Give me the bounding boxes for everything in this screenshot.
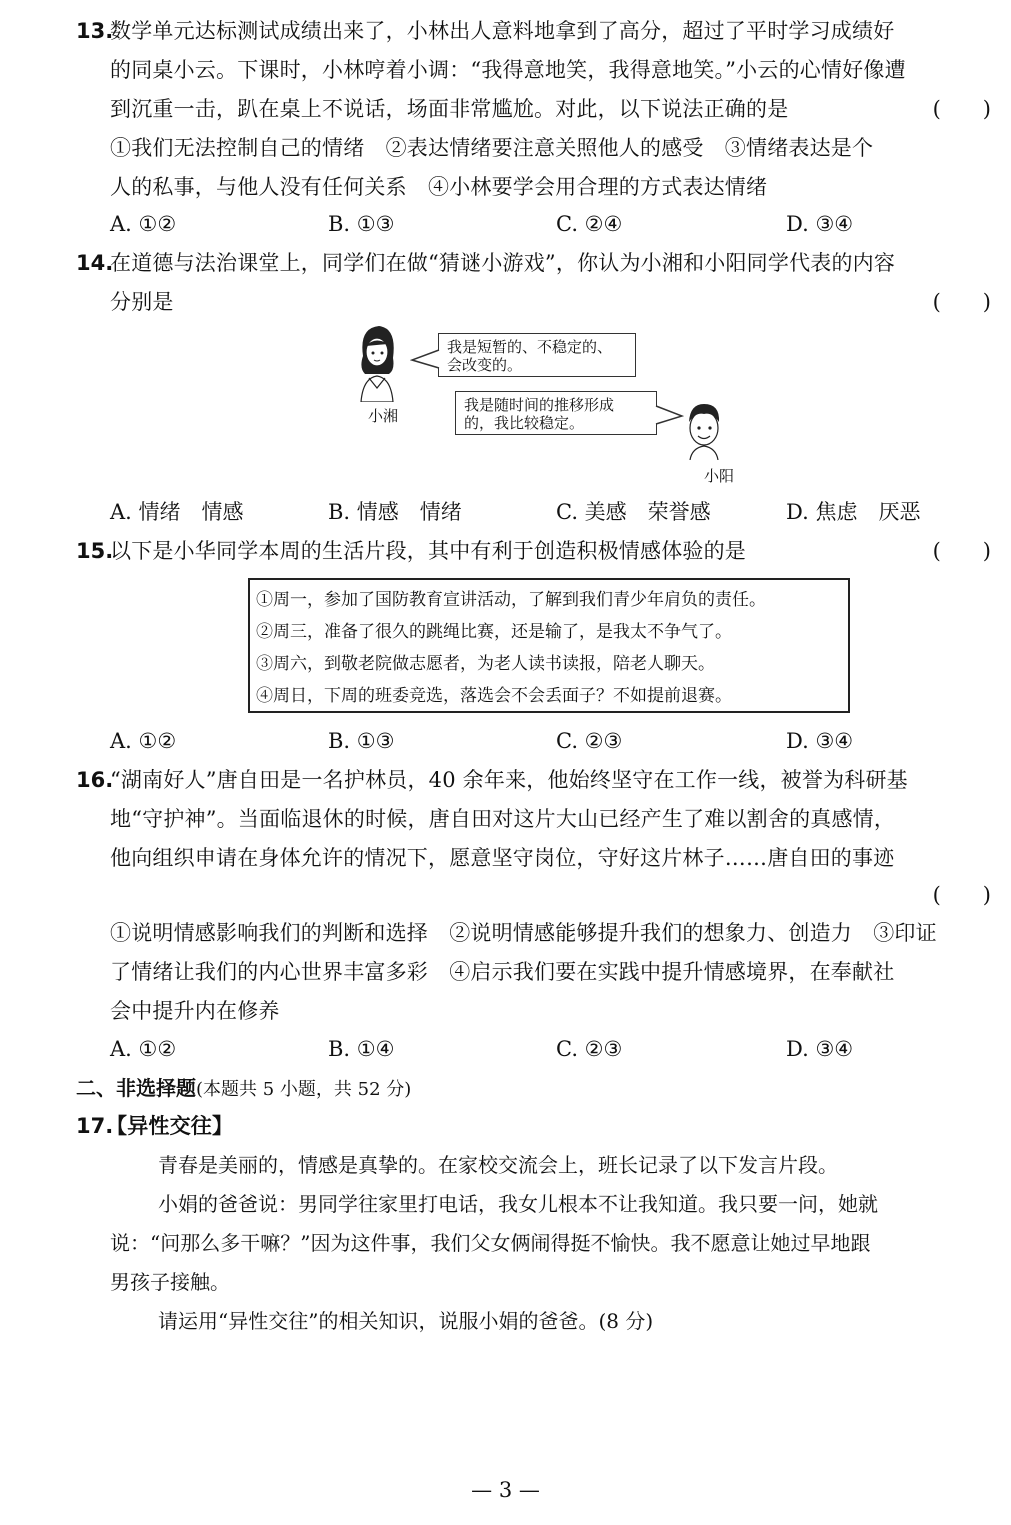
q16-option-b: B. ①④ xyxy=(328,1037,395,1061)
q16-answer-paren: ( ) xyxy=(932,883,991,907)
boy-illustration xyxy=(682,398,726,460)
question-13-number: 13. xyxy=(76,19,114,43)
q14-option-a: A. 情绪 情感 xyxy=(110,500,244,524)
girl-name-caption: 小湘 xyxy=(368,407,399,425)
q13-line-2: 的同桌小云。下课时，小林哼着小调：“我得意地笑，我得意地笑。”小云的心情好像遭 xyxy=(110,58,906,82)
q13-line-1: 数学单元达标测试成绩出来了，小林出人意料地拿到了高分，超过了平时学习成绩好 xyxy=(110,19,895,43)
q13-option-a: A. ①② xyxy=(110,212,177,236)
girl-bubble-line-1: 我是短暂的、不稳定的、 xyxy=(447,338,613,356)
q16-statement-2: 了情绪让我们的内心世界丰富多彩 ④启示我们要在实践中提升情感境界，在奉献社 xyxy=(110,960,895,984)
q16-line-1: “湖南好人”唐自田是一名护林员，40 余年来，他始终坚守在工作一线，被誉为科研基 xyxy=(110,768,908,792)
q15-event-3: ③周六，到敬老院做志愿者，为老人读书读报，陪老人聊天。 xyxy=(256,654,715,674)
q14-option-c: C. 美感 荣誉感 xyxy=(556,500,711,524)
q15-option-b: B. ①③ xyxy=(328,729,395,753)
q16-option-a: A. ①② xyxy=(110,1037,177,1061)
question-16-number: 16. xyxy=(76,768,114,792)
q17-task: 请运用“异性交往”的相关知识，说服小娟的爸爸。(8 分) xyxy=(158,1309,654,1333)
q15-option-c: C. ②③ xyxy=(556,729,623,753)
q14-option-d: D. 焦虑 厌恶 xyxy=(786,500,921,524)
girl-bubble-tail xyxy=(410,348,442,372)
q16-line-2: 地“守护神”。当面临退休的时候，唐自田对这片大山已经产生了难以割舍的真感情， xyxy=(110,807,896,831)
girl-illustration xyxy=(355,322,395,402)
page-number: — 3 — xyxy=(471,1478,540,1502)
section-2-title: 二、非选择题 xyxy=(76,1076,196,1100)
girl-speech-bubble xyxy=(438,333,636,377)
section-2-note: (本题共 5 小题，共 52 分) xyxy=(196,1079,412,1100)
q17-heading: 【异性交往】 xyxy=(106,1114,234,1138)
question-17-number: 17. xyxy=(76,1114,114,1138)
boy-speech-bubble xyxy=(455,391,657,435)
q15-answer-paren: ( ) xyxy=(932,539,991,563)
q16-option-c: C. ②③ xyxy=(556,1037,623,1061)
q13-statement-2: 人的私事，与他人没有任何关系 ④小林要学会用合理的方式表达情绪 xyxy=(110,175,768,199)
q14-option-b: B. 情感 情绪 xyxy=(328,500,462,524)
q17-quote-line-2: 说：“问那么多干嘛？”因为这件事，我们父女俩闹得挺不愉快。我不愿意让她过早地跟 xyxy=(110,1231,871,1255)
q17-quote-line-3: 男孩子接触。 xyxy=(110,1270,230,1294)
q13-statement-1: ①我们无法控制自己的情绪 ②表达情绪要注意关照他人的感受 ③情绪表达是个 xyxy=(110,136,874,160)
q16-statement-3: 会中提升内在修养 xyxy=(110,999,280,1023)
q15-event-2: ②周三，准备了很久的跳绳比赛，还是输了，是我太不争气了。 xyxy=(256,622,732,642)
q14-answer-paren: ( ) xyxy=(932,290,991,314)
q17-intro: 青春是美丽的，情感是真挚的。在家校交流会上，班长记录了以下发言片段。 xyxy=(158,1153,838,1177)
q16-line-3: 他向组织申请在身体允许的情况下，愿意坚守岗位，守好这片林子……唐自田的事迹 xyxy=(110,846,895,870)
question-14-number: 14. xyxy=(76,251,114,275)
q14-line-2: 分别是 xyxy=(110,290,174,314)
q15-option-a: A. ①② xyxy=(110,729,177,753)
q16-statement-1: ①说明情感影响我们的判断和选择 ②说明情感能够提升我们的想象力、创造力 ③印证 xyxy=(110,921,937,945)
boy-bubble-line-1: 我是随时间的推移形成 xyxy=(464,396,615,414)
q13-line-3: 到沉重一击，趴在桌上不说话，场面非常尴尬。对此，以下说法正确的是 xyxy=(110,97,789,121)
section-2-header xyxy=(76,1073,411,1105)
q15-events-box xyxy=(248,578,850,713)
q13-option-c: C. ②④ xyxy=(556,212,623,236)
boy-bubble-tail xyxy=(654,404,684,428)
q15-line-1: 以下是小华同学本周的生活片段，其中有利于创造积极情感体验的是 xyxy=(110,539,746,563)
q15-event-4: ④周日，下周的班委竞选，落选会不会丢面子？不如提前退赛。 xyxy=(256,686,732,706)
q15-event-1: ①周一，参加了国防教育宣讲活动，了解到我们青少年肩负的责任。 xyxy=(256,590,766,610)
q14-line-1: 在道德与法治课堂上，同学们在做“猜谜小游戏”，你认为小湘和小阳同学代表的内容 xyxy=(110,251,896,275)
q13-option-b: B. ①③ xyxy=(328,212,395,236)
q16-option-d: D. ③④ xyxy=(786,1037,854,1061)
boy-name-caption: 小阳 xyxy=(704,467,735,485)
q17-quote-line-1: 小娟的爸爸说：男同学往家里打电话，我女儿根本不让我知道。我只要一问，她就 xyxy=(158,1192,878,1216)
q13-option-d: D. ③④ xyxy=(786,212,854,236)
q15-option-d: D. ③④ xyxy=(786,729,854,753)
question-15-number: 15. xyxy=(76,539,114,563)
boy-bubble-line-2: 的，我比较稳定。 xyxy=(464,414,585,432)
girl-bubble-line-2: 会改变的。 xyxy=(447,356,523,374)
q13-answer-paren: ( ) xyxy=(932,97,991,121)
